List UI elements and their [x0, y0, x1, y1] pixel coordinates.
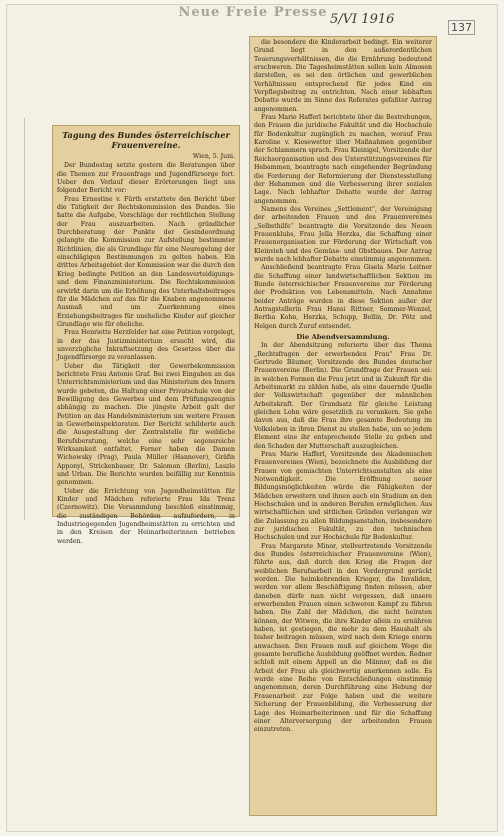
article-paragraph: In der Abendsitzung referierte über das Thema „Rechtsfragen der erwerbenden Frau“ Frau Dr. Gertrude Bäumer, Vorsitzende des Bundes deutscher Frauenvereine (Berlin). Die Grundfrage der Frauen sei: in welchen Formen die Frau jetzt und in Zukunft für die Arbeitsmarkt zu zählen habe, als eine dauernde Quelle der Volkswirtschaft gegenüber der männlichen Arbeitskraft. Der Grundsatz für gleiche Leistung gleichen Lohn wäre gesetzlich zu verankern. Sie gehe davon aus, daß die Frau ihre gesamte Bedeutung im Volksleben in ihren Dienst zu stellen habe, um so jedem Element eine ihr entsprechende Stelle zu geben und den Schaden der Mutterschaft auszugleichen. — [254, 342, 432, 450]
article-paragraph: Frau Henriette Herzfelder hat eine Petition vorgelegt, in der das Justizministerium ersucht wird, die unverzügliche Inkraftsetzung des Gesetzes über die Jugendfürsorge zu veranlassen. — [57, 329, 235, 362]
left-clipping — [52, 125, 240, 545]
article-paragraph: die besondere die Kinderarbeit bedingt. Ein weiterer Grund liegt in den außerordentlichen Teuerungsverhältnissen, die die Ernährung bedeutend erschweren. Die Tagesheimstätten sollen kein Almosen darstellen, es sei den örtlichen und gewerblichen Verhältnissen entsprechend für jedes Kind ein Verpflegsbeitrag zu entrichten. Nach einer lebhaften Debatte wurde im Sinne des Referates gefaßter Antrag angenommen. — [254, 39, 432, 113]
article-paragraph: Frau Marie Hafferl berichtete über die Bestrebungen, den Frauen die juridische Fakultät und die Hochschule für Bodenkultur zugänglich zu machen, worauf Frau Karoline v. Kiesewetter über Maßnahmen gegenüber der Schlammern sprach. Frau Kleinigel, Vorsitzende der Reichsorganisation und des Unterstützungsvereines für Hebammen, beantragte nach eingehender Begründung die Forderung der Reformierung der Dienstesstellung der Hebammen und die Verbesserung ihrer sozialen Lage. Nach lebhafter Debatte wurde der Antrag angenommen. — [254, 114, 432, 205]
section-subhead: Die Abendversammlung. — [296, 333, 390, 342]
article-headline: Tagung des Bundes österreichischer Frauenvereine. — [62, 130, 230, 150]
article-paragraph: Frau Marie Hafferl, Vorsitzende des Akademischen Frauenvereines (Wien), bezeichnete die Ausbildung der Frauen von gemischten Unterrichtsanstalten als eine Notwendigkeit. Die Eröffnung neuer Bildungsmöglichkeiten würde die Fähigkeiten der Mädchen erweitern und ihnen auch ein Studium an den Hochschulen und in anderen Berufen ermöglichen. Aus wirtschaftlichen und sittlichen Gründen verlangen wir die Zulassung zu allen Bildungsanstalten, insbesondere zur juridischen Fakultät, zu den technischen Hochschulen und zur Hochschule für Bodenkultur. — [254, 450, 432, 542]
article-paragraph: Anschließend beantragte Frau Gisela Marie Leitner die Schaffung einer landwirtschaftlichen Sektion im Bunde österreichischer Frauenvereine zur Förderung der Produktion von Lebensmitteln. Nach Annahme beider Anträge wurden in diese Sektion außer der Antragstellerin Frau Hansi Rittner, Sommer-Wenzel, Bertha Kohn, Herzka, Schupp, Bellin, Dr. Pötz und Helgen durch Zuruf entsendet. — [254, 264, 432, 330]
article-paragraph: Ueber die Tätigkeit der Gewerbekommission berichtete Frau Antonie Graf. Bei zwei Eingaben an das Unterrichtsministerium und das Ministerium des Innern wurde gebeten, die Haltung einer Privatschule von der Bewilligung des Gewerbes und dem Prüfungszeugnis abhängig zu machen. Die jüngste Arbeit galt der Petition an das Handelsministerium um weitere Frauen in Gewerbeinspektoraten. Der Bericht schilderte auch die Ausgestaltung der Zentralstelle für weibliche Berufsberatung, welche eine sehr segensreiche Wirksamkeit entfaltet. Ferner haben die Damen Wichowsky (Prag), Paula Müller (Hannover), Gräfin Apponyi, Strickenbauer, Dr. Salomon (Berlin), Laszlo und Urban. Die Berichte wurden beifällig zur Kenntnis genommen. — [57, 362, 235, 487]
article-paragraph: Frau Ernestine v. Fürth erstattete den Bericht über die Tätigkeit der Rechtskommission des Bundes. Sie hatte die Aufgabe, Vorschläge der rechtlichen Stellung der Frau auszuarbeiten. Nach gründlicher Durchberatung der Punkte der Gesindeordnung gelangte die Kommission zur Aufstellung bestimmter Richtlinien, die als Grundlage für eine Neuregelung der einschlägigen Bestimmungen zu gelten haben. Ein drittes Arbeitsgebiet der Kommission war die durch den Krieg bedingte Petition an den Landesverteidigungs- und dem Finanzministerium. Die Rechtskommission erwirkt darin um die Erhöhung des Unterhaltsbeitrages für die Mädchen auf das für die Knaben angenommene Ausmaß und um Zuerkennung eines Erziehungsbeitrages für uneheliche Kinder auf gleicher Grundlage wie für eheliche. — [57, 195, 235, 328]
article-paragraph: Ueber die Errichtung von Jugendheimstätten für Kinder und Mädchen referierte Frau Ida Trenz (Czernowitz). Die Versammlung beschloß einstimmig, die zuständigen Behörden aufzufordern, in Industriegegenden Jugendheimstätten zu errichten und in den Kreisen der Heimarbeiterinnen betrieben werden. — [57, 487, 235, 545]
article-dateline: Wien, 5. Juni. — [192, 153, 235, 160]
article-paragraph: Namens des Vereines „Settlement“, der Vereinigung der arbeitenden Frauen und des Frauenvereines „Selbsthilfe“ beantragte die Vorsitzende des Neuen Frauenklubs, Frau Jella Herzka, die Schaffung einer Frauenorganisation zur Förderung der Wirtschaft von Kleinvieh und des Gemüse- und Obstbaues. Der Antrag wurde nach lebhafter Debatte einstimmig angenommen. — [254, 205, 432, 263]
right-clipping — [249, 36, 437, 816]
fold-line — [24, 118, 25, 520]
article-paragraph: Frau Margarete Minor, stellvertretende Vorsitzende des Bundes österreichischer Frauenvereine (Wien), führte aus, daß durch den Krieg die Fragen der weiblichen Berufsarbeit in den Vordergrund gerückt worden. Die heimkehrenden Krieger, die Invaliden, werden vor allem Beschäftigung finden müssen, aber daneben dürfe man nicht vergessen, daß unsere erwerbenden Frauen einen schweren Kampf zu führen haben. Die Zahl der Mädchen, die nicht heiraten können, der Witwen, die ihre Kinder allein zu ernähren haben, ist gestiegen, die mehr zu dem Haushalt als bisher beitragen müssen, wird nach dem Kriege enorm anwachsen. Den Frauen muß auf gleichem Wege die gesamte berufliche Ausbildung geöffnet werden. Redner schloß mit einem Appell an die Männer, daß es die Arbeit der Frau als gleichwertig anerkennen solle. Es wurde eine Reihe von Entschließungen einstimmig angenommen, deren Durchführung eine Hebung der Frauenarbeit zur Folge haben und die weitere Sicherung der Frauenbildung, die Verbesserung der Lage des Heimarbeiterinnen und für die Schaffung einer Alterversorgung der arbeitenden Frauen einzutreten. — [254, 542, 432, 734]
article-paragraph: Der Bundestag setzte gestern die Beratungen über die Themen zur Frauenfrage und Jugendfürsorge fort. Ueber den Verlauf dieser Erörterungen liegt uns folgender Bericht vor: — [57, 162, 235, 195]
archive-number: 137 — [448, 20, 475, 35]
newspaper-masthead: Neue Freie Presse — [178, 5, 328, 20]
handwritten-date: 5/VI 1916 — [330, 12, 395, 27]
